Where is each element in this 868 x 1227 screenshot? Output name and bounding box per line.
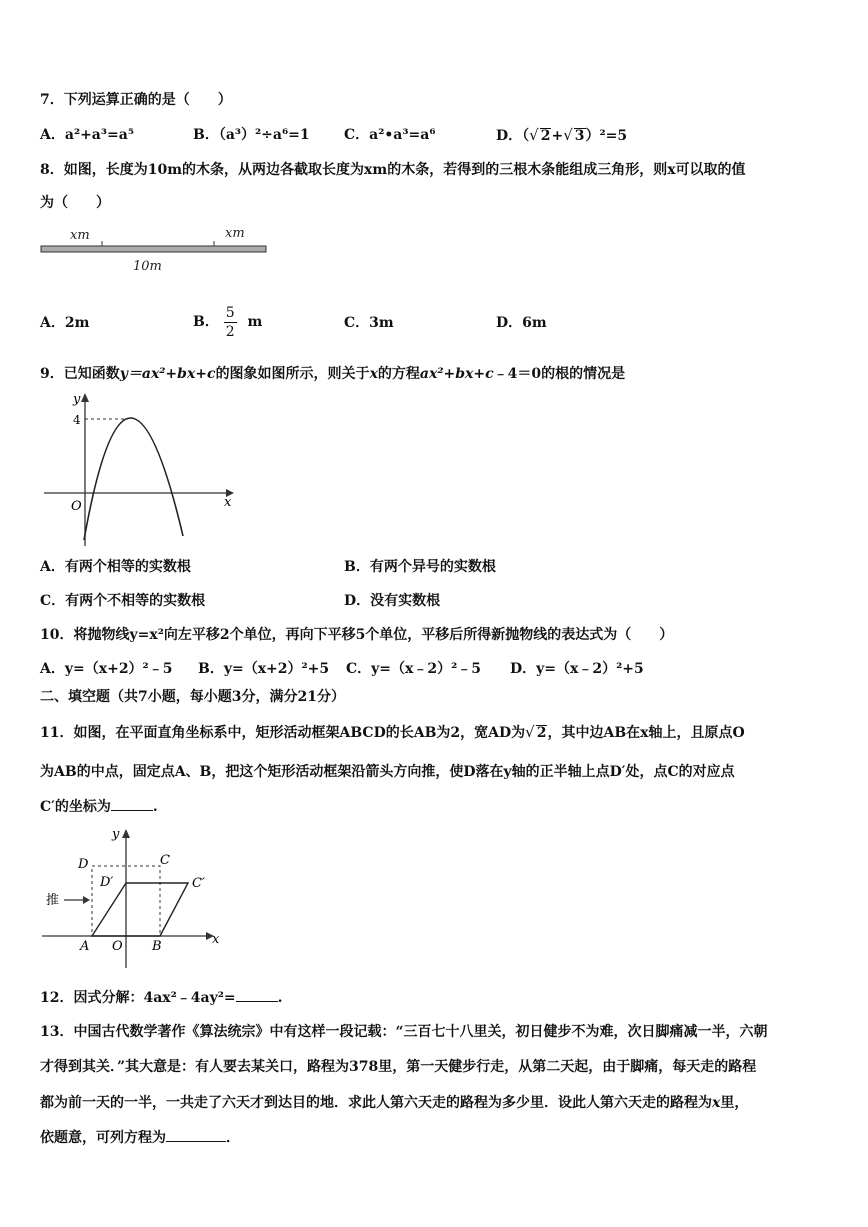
q9-stem: 9．已知函数y＝ax²+bx+c的图象如图所示，则关于x的方程ax²+bx+c﹣4＝0的根的情况是 — [40, 366, 626, 382]
q9-y-axis-arrow — [81, 393, 89, 402]
q13-answer-blank — [166, 1141, 226, 1142]
q11-push-arrowhead — [83, 896, 90, 904]
q11-label-o: O — [112, 939, 123, 954]
q7-option-d: D．（√ 2+√ 3）²=5 — [496, 126, 628, 144]
q11-label-b: B — [152, 939, 162, 954]
q11-line1: 11．如图，在平面直角坐标系中，矩形活动框架ABCD的长AB为2，宽AD为√ 2，其中边AB在x轴上，且原点O — [40, 723, 745, 741]
q9-origin-label: O — [71, 499, 82, 514]
q9-parabola-curve — [84, 418, 183, 540]
q10-option-a: A．y=（x+2）²﹣5 — [40, 661, 173, 677]
q11-label-d: D — [78, 857, 89, 872]
q11-line3: C′的坐标为 . — [40, 799, 158, 815]
q8-stem-line2: 为（ ） — [40, 195, 110, 211]
q13-line1: 13．中国古代数学著作《算法统宗》中有这样一段记载：“三百七十八里关，初日健步不为难，次日脚痛减一半，六朝 — [40, 1024, 768, 1040]
q8-fig-right-label: xm — [225, 226, 245, 241]
q11-y-label: y — [112, 827, 120, 842]
q9-option-c: C．有两个不相等的实数根 — [40, 593, 206, 609]
q11-answer-blank — [111, 810, 153, 811]
q8-fig-left-label: xm — [70, 228, 90, 243]
q11-label-c: C — [160, 853, 170, 868]
section-2-title: 二、填空题（共7小题，每小题3分，满分21分） — [40, 689, 345, 705]
q8-fraction: $\frac{5}{2}$ — [225, 304, 235, 340]
q11-label-d-prime: D′ — [100, 875, 114, 890]
q11-label-a: A — [80, 939, 90, 954]
q8-option-c: C．3m — [344, 315, 394, 331]
q13-line4: 依题意，可列方程为 ． — [40, 1130, 240, 1146]
q8-stick-figure — [38, 222, 270, 274]
q11-label-c-prime: C′ — [192, 876, 205, 891]
q9-x-label: x — [224, 495, 232, 510]
q10-stem: 10．将抛物线y=x²向左平移2个单位，再向下平移5个单位，平移后所得新抛物线的表达式为（ ） — [40, 627, 674, 643]
q11-line2: 为AB的中点，固定点A、B，把这个矩形活动框架沿箭头方向推，使D落在y轴的正半轴上点D′处，点C的对应点 — [40, 764, 735, 780]
q13-line2: 才得到其关．”其大意是：有人要去某关口，路程为378里，第一天健步行走，从第二天起，由于脚痛，每天走的路程 — [40, 1059, 757, 1075]
q10-option-c: C．y=（x﹣2）²﹣5 — [346, 661, 481, 677]
q9-vertex-value-label: 4 — [73, 413, 81, 427]
q9-option-a: A．有两个相等的实数根 — [40, 559, 191, 575]
q11-y-axis-arrow — [122, 829, 130, 838]
q9-parabola-figure — [40, 388, 240, 548]
q12-answer-blank — [236, 1001, 278, 1002]
q7-option-a: A．a²+a³=a⁵ — [40, 127, 134, 143]
q12-text: 12．因式分解：4ax²﹣4ay²= . — [40, 990, 283, 1006]
q9-option-b: B．有两个异号的实数根 — [344, 559, 496, 575]
q10-option-b: B．y=（x+2）²+5 — [198, 661, 330, 677]
q13-line3: 都为前一天的一半，一共走了六天才到达目的地．求此人第六天走的路程为多少里．设此人第六天走的路程为x里， — [40, 1095, 749, 1111]
q7-option-b: B．（a³）²÷a⁶=1 — [193, 127, 310, 143]
q11-push-label: 推 — [46, 893, 60, 908]
q11-parallelogram — [92, 883, 188, 936]
q11-x-label: x — [212, 932, 220, 947]
q7-option-c: C．a²•a³=a⁶ — [344, 127, 436, 143]
q9-option-d: D．没有实数根 — [344, 593, 441, 609]
q8-option-d: D．6m — [496, 315, 547, 331]
q7-stem: 7．下列运算正确的是（ ） — [40, 92, 232, 108]
q8-option-b: B． $\frac{5}{2}$ m — [193, 304, 263, 340]
q8-fig-total-label: 10m — [133, 259, 162, 274]
q8-stem-line1: 8．如图，长度为10m的木条，从两边各截取长度为xm的木条，若得到的三根木条能组成三角形，则x可以取的值 — [40, 162, 746, 178]
q8-option-a: A．2m — [40, 315, 90, 331]
q9-y-label: y — [73, 392, 81, 407]
q10-option-d: D．y=（x﹣2）²+5 — [510, 661, 644, 677]
q11-rectangle-figure — [40, 826, 230, 976]
q8-fig-stick — [41, 246, 266, 252]
